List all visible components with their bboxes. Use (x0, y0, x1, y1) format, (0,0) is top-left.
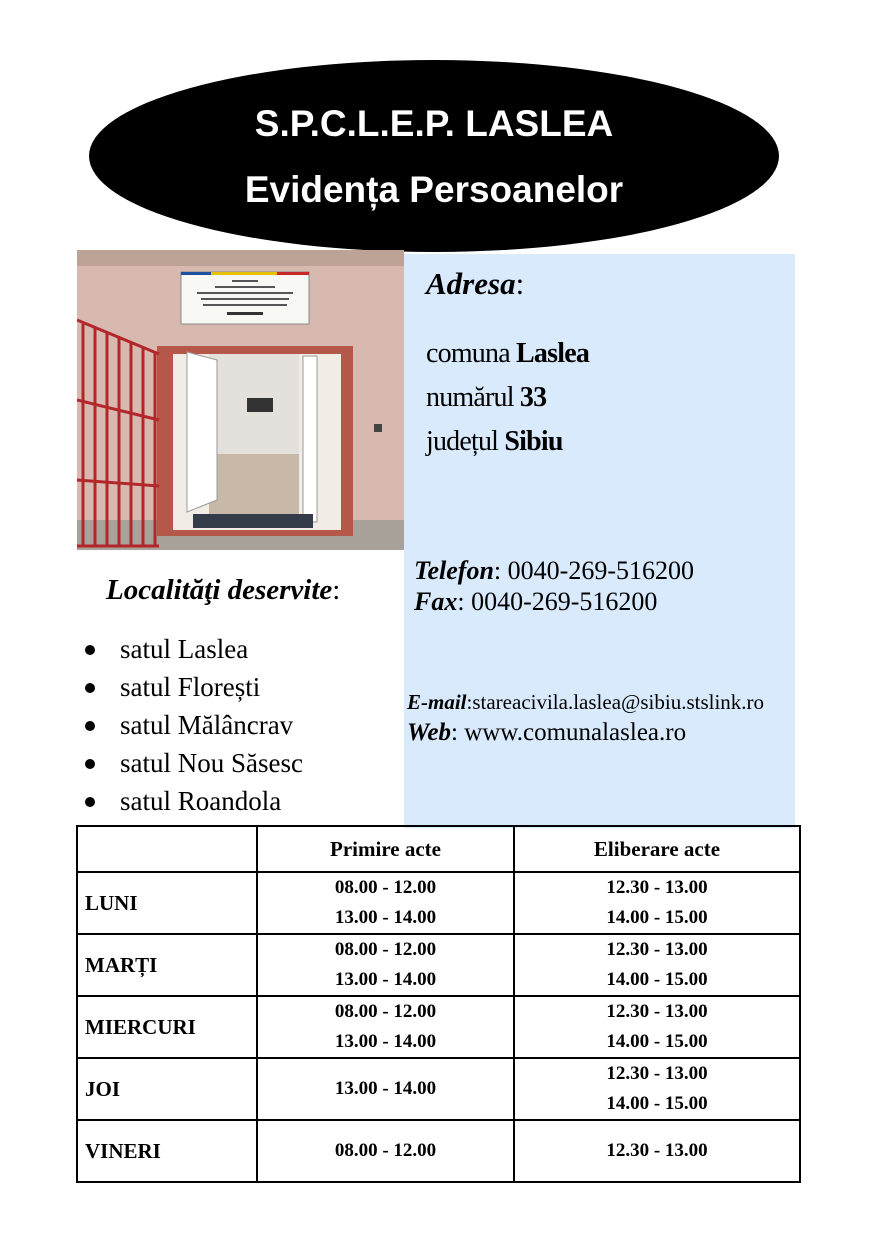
eliberare-cell: 12.30 - 13.00 14.00 - 15.00 (514, 1058, 800, 1120)
table-header-eliberare: Eliberare acte (514, 826, 800, 872)
day-cell: MIERCURI (77, 996, 257, 1058)
table-header-row (77, 826, 800, 872)
web-line: Web: www.comunalaslea.ro (407, 719, 687, 746)
address-label: Adresa: (426, 266, 525, 301)
list-item: satul Mălâncrav (82, 708, 303, 746)
day-cell: LUNI (77, 872, 257, 934)
primire-cell: 08.00 - 12.00 13.00 - 14.00 (257, 934, 514, 996)
phone-value: 0040-269-516200 (507, 556, 694, 585)
address-line-comuna: comuna Laslea (426, 338, 590, 369)
table-header-primire: Primire acte (257, 826, 514, 872)
primire-cell: 08.00 - 12.00 13.00 - 14.00 (257, 996, 514, 1058)
day-cell: MARȚI (77, 934, 257, 996)
table-header-empty (77, 826, 257, 872)
table-row (77, 1058, 800, 1120)
email-link[interactable]: stareacivila.laslea@sibiu.stslink.ro (472, 690, 765, 714)
eliberare-cell: 12.30 - 13.00 (514, 1120, 800, 1182)
localities-title: Localităţi deservite: (106, 574, 341, 606)
eliberare-cell: 12.30 - 13.00 14.00 - 15.00 (514, 996, 800, 1058)
page-title: S.P.C.L.E.P. LASLEA (254, 103, 614, 144)
address-line-judet: județul Sibiu (426, 426, 563, 457)
table-row (77, 872, 800, 934)
eliberare-cell: 12.30 - 13.00 14.00 - 15.00 (514, 872, 800, 934)
localities-list (82, 632, 303, 822)
eliberare-cell: 12.30 - 13.00 14.00 - 15.00 (514, 934, 800, 996)
primire-cell: 13.00 - 14.00 (257, 1058, 514, 1120)
day-cell: JOI (77, 1058, 257, 1120)
list-item: satul Roandola (82, 784, 303, 822)
header-ellipse (89, 60, 779, 252)
table-row (77, 1120, 800, 1182)
list-item: satul Florești (82, 670, 303, 708)
building-entrance-photo (77, 250, 404, 550)
primire-cell: 08.00 - 12.00 (257, 1120, 514, 1182)
table-row (77, 996, 800, 1058)
table-row (77, 934, 800, 996)
list-item: satul Nou Săsesc (82, 746, 303, 784)
list-item: satul Laslea (82, 632, 303, 670)
day-cell: VINERI (77, 1120, 257, 1182)
email-line: E-mail:stareacivila.laslea@sibiu.stslink.ro (407, 690, 765, 714)
fax-value: 0040-269-516200 (471, 587, 658, 616)
schedule-table (76, 825, 801, 1183)
web-link[interactable]: www.comunalaslea.ro (464, 719, 687, 746)
phone-line: Telefon: 0040-269-516200 (414, 556, 694, 585)
fax-line: Fax: 0040-269-516200 (414, 587, 658, 616)
primire-cell: 08.00 - 12.00 13.00 - 14.00 (257, 872, 514, 934)
page-subtitle: Evidența Persoanelor (244, 169, 624, 210)
address-line-numar: numărul 33 (426, 382, 547, 413)
